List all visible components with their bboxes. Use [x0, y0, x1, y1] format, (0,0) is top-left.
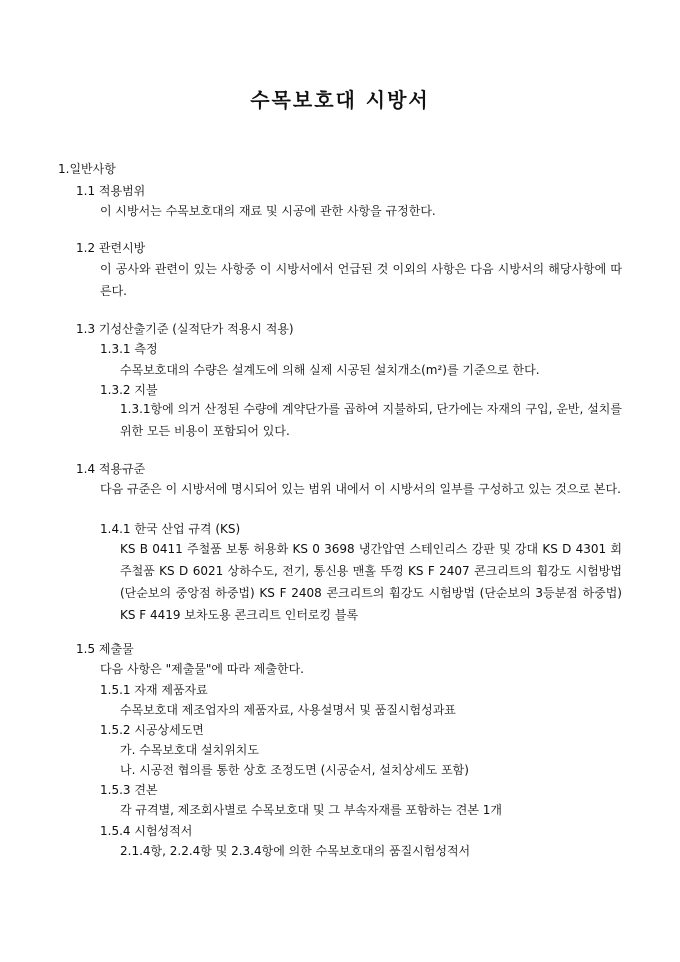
paragraph: 수목보호대의 수량은 설계도에 의해 실제 시공된 설치개소(m²)를 기준으로 한다. [120, 363, 540, 377]
paragraph: 이 공사와 관련이 있는 사항중 이 시방서에서 언급된 것 이외의 사항은 다음 시방서의 해당사항에 따른다. [100, 262, 622, 298]
item-heading: 1.5.3 견본 [100, 783, 158, 797]
subsection-heading: 1.4 적용규준 [76, 462, 146, 476]
paragraph: KS B 0411 주철품 보통 허용화 KS 0 3698 냉간압연 스테인리스 강판 및 강대 KS D 4301 회 주철품 KS D 6021 상하수도, 전기, 통신용 맨홀 뚜껑 KS F 2407 콘크리트의 휨강도 시험방법 (단순보의 중앙점 하중법) KS F 2408 콘크리트의 휨강도 시험방법 (단순보의 3등분점 하중법) KS F 4419 보차도용 콘크리트 인터로킹 블록 [120, 542, 622, 622]
paragraph: 2.1.4항, 2.2.4항 및 2.3.4항에 의한 수목보호대의 품질시험성적서 [120, 844, 471, 858]
paragraph: 다음 규준은 이 시방서에 명시되어 있는 범위 내에서 이 시방서의 일부를 구성하고 있는 것으로 본다. [100, 482, 621, 496]
section-heading: 1.일반사항 [58, 162, 116, 176]
paragraph: 각 규격별, 제조회사별로 수목보호대 및 그 부속자재를 포함하는 견본 1개 [120, 803, 502, 817]
item-heading: 1.5.1 자재 제품자료 [100, 683, 208, 697]
list-item: 나. 시공전 협의를 통한 상호 조정도면 (시공순서, 설치상세도 포함) [120, 763, 469, 777]
item-heading: 1.3.2 지불 [100, 383, 158, 397]
paragraph: 수목보호대 제조업자의 제품자료, 사용설명서 및 품질시험성과표 [120, 703, 456, 717]
subsection-heading: 1.3 기성산출기준 (실적단가 적용시 적용) [76, 322, 294, 336]
subsection-heading: 1.5 제출물 [76, 642, 134, 656]
subsection-heading: 1.1 적용범위 [76, 184, 146, 198]
list-item: 가. 수목보호대 설치위치도 [120, 743, 259, 757]
item-heading: 1.5.2 시공상세도면 [100, 723, 204, 737]
item-heading: 1.5.4 시험성적서 [100, 824, 193, 838]
paragraph: 다음 사항은 "제출물"에 따라 제출한다. [100, 662, 304, 676]
paragraph: 1.3.1항에 의거 산정된 수량에 계약단가를 곱하여 지불하되, 단가에는 자재의 구입, 운반, 설치를 위한 모든 비용이 포함되어 있다. [120, 402, 622, 438]
paragraph: 이 시방서는 수목보호대의 재료 및 시공에 관한 사항을 규정한다. [100, 204, 436, 218]
item-heading: 1.4.1 한국 산업 규격 (KS) [100, 522, 241, 536]
document-title: 수목보호대 시방서 [250, 88, 430, 112]
item-heading: 1.3.1 측정 [100, 342, 158, 356]
subsection-heading: 1.2 관련시방 [76, 241, 146, 255]
